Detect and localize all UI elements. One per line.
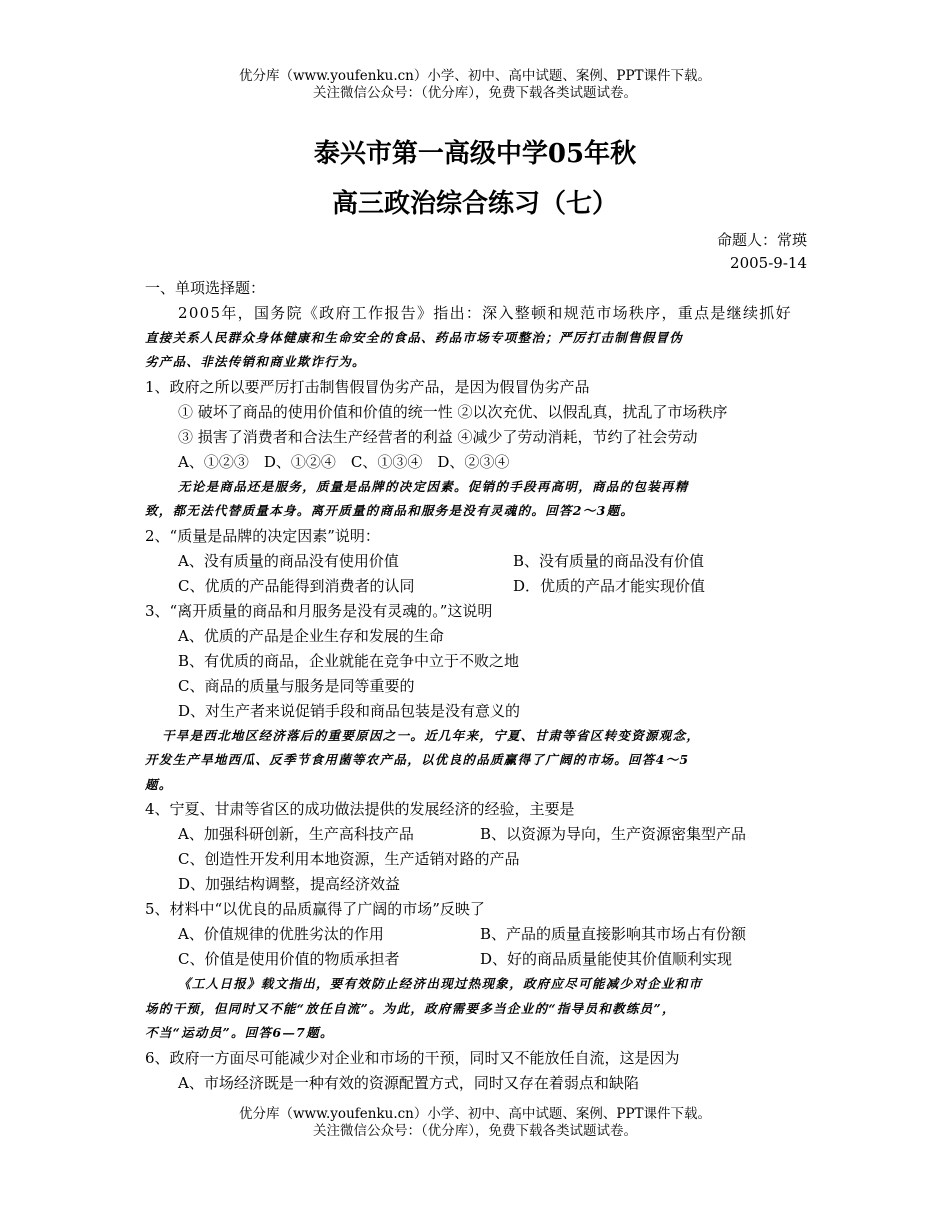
question-4-options-row: [145, 822, 810, 847]
option-a: A、加强科研创新，生产高科技产品: [178, 825, 414, 843]
material-1: [145, 301, 810, 375]
question-2-options-row: [145, 549, 810, 574]
question-4-stem: 4、宁夏、甘肃等省区的成功做法提供的发展经济的经验，主要是: [145, 800, 575, 818]
page-title-line-1: 泰兴市第一高级中学05年秋: [313, 139, 637, 169]
material-2: [145, 475, 810, 524]
option-a: A、没有质量的商品没有使用价值: [178, 551, 399, 570]
option-b: B、有优质的商品，企业就能在竞争中立于不败之地: [178, 651, 520, 670]
option-b: B、没有质量的商品没有价值: [513, 551, 705, 570]
question-6-stem: 6、政府一方面尽可能减少对企业和市场的干预，同时又不能放任自流，这是因为: [145, 1048, 680, 1067]
question-2-options-row: [145, 574, 810, 599]
question-3-stem: 3、“离开质量的商品和月服务是没有灵魂的。”这说明: [145, 601, 493, 620]
option-c: C、优质的产品能得到消费者的认同: [178, 576, 415, 595]
material-line: 不当“运动员”。回答6—7题。: [145, 1025, 334, 1040]
header-line-2: 关注微信公众号：（优分库），免费下载各类试题试卷。: [313, 85, 637, 101]
option-c: C、价值是使用价值的物质承担者: [178, 950, 400, 968]
material-line: 直接关系人民群众身体健康和生命安全的食品、药品市场专项整治；严厉打击制售假冒伪: [145, 329, 684, 345]
material-line: 开发生产旱地西瓜、反季节食用菌等农产品，以优良的品质赢得了广阔的市场。回答4～5: [145, 752, 690, 767]
option-d: D、好的商品质量能使其价值顺利实现: [480, 950, 733, 968]
question-1-item: ③ 损害了消费者和合法生产经营者的利益 ④减少了劳动消耗，节约了社会劳动: [178, 427, 698, 446]
material-line: 场的干预，但同时又不能“放任自流”。为此，政府需要多当企业的“指导员和教练员”，: [145, 1000, 676, 1016]
option-a: A、市场经济既是一种有效的资源配置方式，同时又存在着弱点和缺陷: [178, 1073, 639, 1092]
question-5-stem: 5、材料中“以优良的品质赢得了广阔的市场”反映了: [145, 900, 485, 918]
material-3: [145, 724, 810, 798]
material-line: 干旱是西北地区经济落后的重要原因之一。近几年来，宁夏、甘肃等省区转变资源观念，: [162, 727, 701, 743]
option-c: C、创造性开发利用本地资源，生产适销对路的产品: [178, 850, 520, 868]
question-1-item: ① 破坏了商品的使用价值和价值的统一性 ②以次充优、以假乱真，扰乱了市场秩序: [178, 402, 728, 421]
section-heading: 一、单项选择题：: [145, 279, 266, 297]
option-b: B、产品的质量直接影响其市场占有份额: [480, 925, 747, 943]
question-1-options: A、①②③ D、①②④ C、①③④ D、②③④: [178, 452, 510, 471]
material-line: 劣产品、非法传销和商业欺诈行为。: [145, 354, 366, 369]
page-header: [0, 68, 950, 102]
question-5-options-row: [145, 947, 810, 972]
header-line-1: 优分库（www.youfenku.cn）小学、初中、高中试题、案例、PPT课件下载。: [238, 68, 712, 84]
author: 命题人：常瑛: [716, 231, 807, 249]
option-a: A、优质的产品是企业生存和发展的生命: [178, 626, 444, 645]
page-title-line-2: 高三政治综合练习（七）: [331, 189, 618, 219]
option-d: D、加强结构调整，提高经济效益: [178, 875, 401, 893]
option-c: C、商品的质量与服务是同等重要的: [178, 676, 415, 695]
option-d: D、对生产者来说促销手段和商品包装是没有意义的: [178, 701, 521, 720]
footer-line-2: 关注微信公众号：（优分库），免费下载各类试题试卷。: [313, 1123, 637, 1139]
question-5-options-row: [145, 922, 810, 947]
material-line: 无论是商品还是服务，质量是品牌的决定因素。促销的手段再高明，商品的包装再精: [178, 478, 689, 494]
option-b: B、以资源为导向，生产资源密集型产品: [480, 825, 747, 843]
material-line: 《工人日报》载文指出，要有效防止经济出现过热现象，政府应尽可能减少对企业和市: [178, 976, 703, 991]
page-footer: [0, 1106, 950, 1140]
question-1-stem: 1、政府之所以要严厉打击制售假冒伪劣产品，是因为假冒伪劣产品: [145, 377, 590, 396]
material-line: 致，都无法代替质量本身。离开质量的商品和服务是没有灵魂的。回答2～3题。: [145, 503, 635, 518]
question-2-stem: 2、“质量是品牌的决定因素”说明：: [145, 526, 380, 545]
option-d: D．优质的产品才能实现价值: [513, 576, 706, 595]
material-line: 题。: [145, 776, 173, 792]
material-4: [145, 972, 810, 1046]
date: 2005-9-14: [730, 254, 807, 272]
material-line: [145, 301, 810, 326]
material-text: 2005年，国务院《政府工作报告》指出：深入整顿和规范市场秩序，重点是继续抓好: [178, 304, 792, 322]
option-a: A、价值规律的优胜劣汰的作用: [178, 925, 384, 943]
footer-line-1: 优分库（www.youfenku.cn）小学、初中、高中试题、案例、PPT课件下载。: [238, 1106, 712, 1122]
exam-body: [145, 276, 810, 1096]
